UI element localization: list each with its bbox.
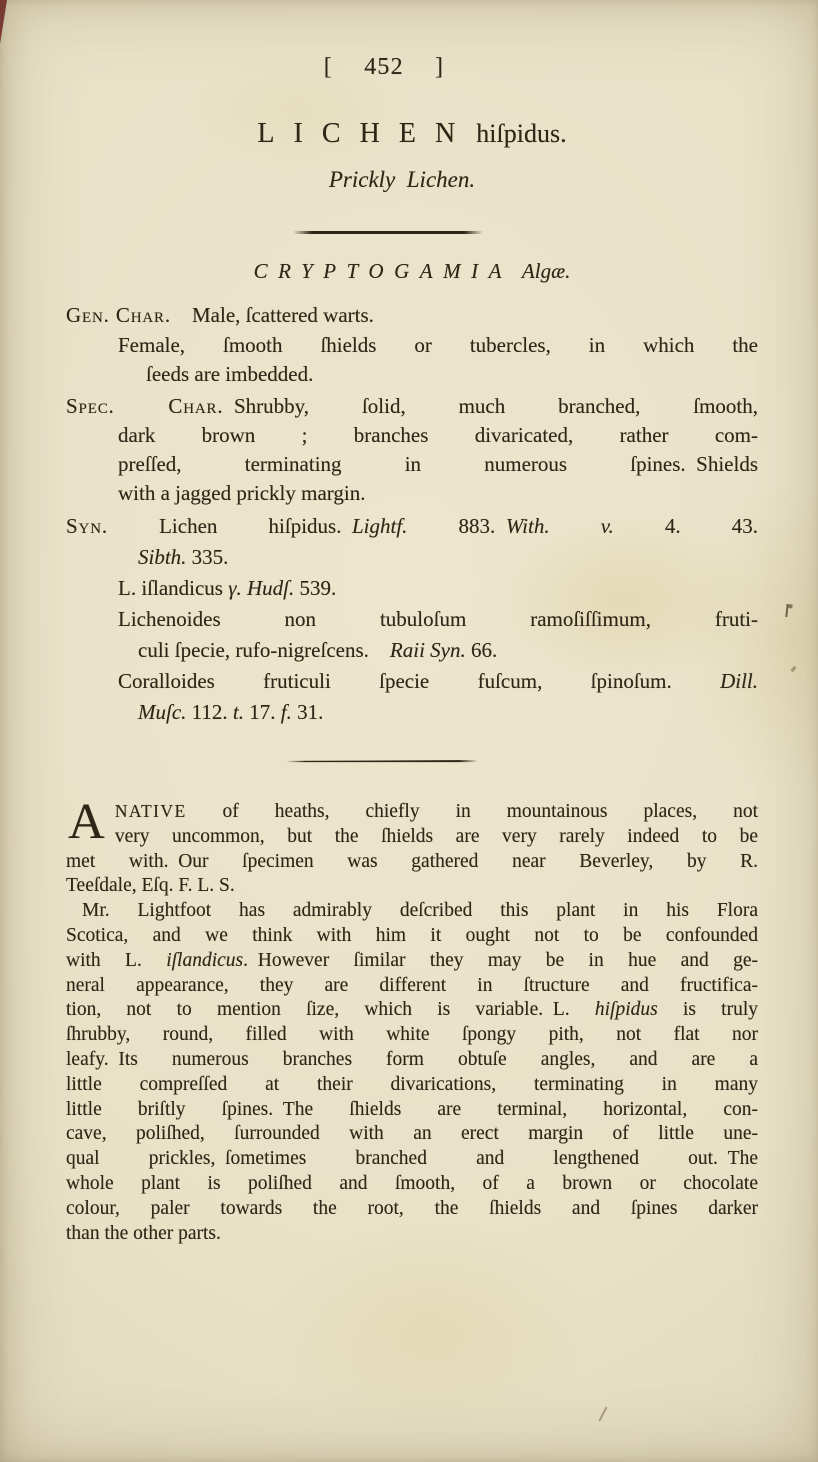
- text-line: Sibth. 335.: [138, 545, 229, 569]
- body-text: [66, 794, 758, 1246]
- corner-stain: [0, 0, 7, 44]
- text-line: Female, ſmooth ſhields or tubercles, in which the: [118, 332, 758, 357]
- text-line: leafy. Its numerous branches form obtuſe angles, and are a: [66, 1048, 758, 1070]
- common-name: Prickly Lichen.: [328, 167, 476, 192]
- text-line: Mr. Lightfoot has admirably deſcribed this plant in his Flora: [82, 900, 758, 922]
- classification-line: [66, 259, 758, 284]
- pen-mark-speck: [790, 666, 796, 673]
- text-line: Muſc. 112. t. 17. f. 31.: [138, 700, 324, 724]
- drop-cap: A: [68, 794, 105, 850]
- text-line: cave, poliſhed, ſurrounded with an erect margin of little une-: [66, 1123, 758, 1145]
- text-line: with a jagged prickly margin.: [118, 481, 366, 505]
- text-line: ſhrubby, round, filled with white ſpongy pith, not flat nor: [66, 1024, 758, 1046]
- text-line: little briſtly ſpines. The ſhields are terminal, horizontal, con-: [66, 1098, 758, 1120]
- body-paragraph-1: [66, 794, 758, 899]
- text-line: ANATIVE of heaths, chiefly in mountainous places, not: [68, 794, 758, 850]
- text-line: qual prickles, ſometimes branched and lengthened out. The: [66, 1148, 758, 1170]
- species-epithet: hiſpidus.: [476, 119, 567, 148]
- text-line: Scotica, and we think with him it ought not to be confounded: [66, 924, 758, 946]
- group-name: Algæ.: [521, 259, 571, 283]
- text-line: with L. iſlandicus. However ſimilar they may be in hue and ge-: [66, 949, 758, 971]
- species-title: [66, 118, 758, 150]
- section-gen-char: [66, 301, 758, 390]
- text-line: Gen. Char. Male, ſcattered warts.: [66, 303, 374, 327]
- text-line: Coralloides fruticuli ſpecie fuſcum, ſpinoſum. Dill.: [118, 669, 758, 693]
- text-line: colour, paler towards the root, the ſhields and ſpines darker: [66, 1197, 758, 1219]
- text-line: ſeeds are imbedded.: [146, 362, 314, 386]
- text-line: Spec. Char. Shrubby, ſolid, much branched, ſmooth,: [66, 394, 758, 418]
- order-name: CRYPTOGAMIA: [253, 259, 512, 283]
- page-number: [ 452 ]: [323, 54, 445, 80]
- text-line: Teeſdale, Eſq. F. L. S.: [66, 875, 235, 897]
- section-syn: [66, 511, 758, 728]
- genus-name: LICHEN: [257, 118, 475, 149]
- divider-rule-top: [293, 231, 483, 234]
- body-paragraph-2: [66, 899, 758, 1246]
- pen-mark-flag: [785, 604, 788, 617]
- text-line: L. iſlandicus γ. Hudſ. 539.: [118, 576, 337, 600]
- text-line: met with. Our ſpecimen was gathered near Beverley, by R.: [66, 850, 758, 872]
- text-line: Lichenoides non tubuloſum ramoſiſſimum, fruti-: [118, 607, 758, 631]
- text-line: than the other parts.: [66, 1222, 221, 1244]
- text-line: Syn. Lichen hiſpidus. Lightf. 883. With. v. 4. 43.: [66, 514, 759, 538]
- text-line: little compreſſed at their divarications, terminating in many: [66, 1073, 758, 1095]
- text-line: neral appearance, they are different in ſtructure and fructifica-: [66, 974, 758, 996]
- section-spec-char: [66, 392, 758, 508]
- divider-rule-middle: [286, 760, 478, 763]
- text-line: whole plant is poliſhed and ſmooth, of a brown or chocolate: [66, 1172, 758, 1194]
- text-line: culi ſpecie, rufo-nigreſcens. Raii Syn. 66.: [138, 638, 498, 662]
- pen-mark-slash: [598, 1406, 607, 1421]
- text-line: very uncommon, but the ſhields are very rarely indeed to be: [114, 825, 758, 847]
- text-line: dark brown ; branches divaricated, rather com-: [118, 423, 758, 447]
- text-line: preſſed, terminating in numerous ſpines. Shields: [118, 452, 758, 476]
- text-line: tion, not to mention ſize, which is variable. L. hiſpidus is truly: [66, 999, 758, 1021]
